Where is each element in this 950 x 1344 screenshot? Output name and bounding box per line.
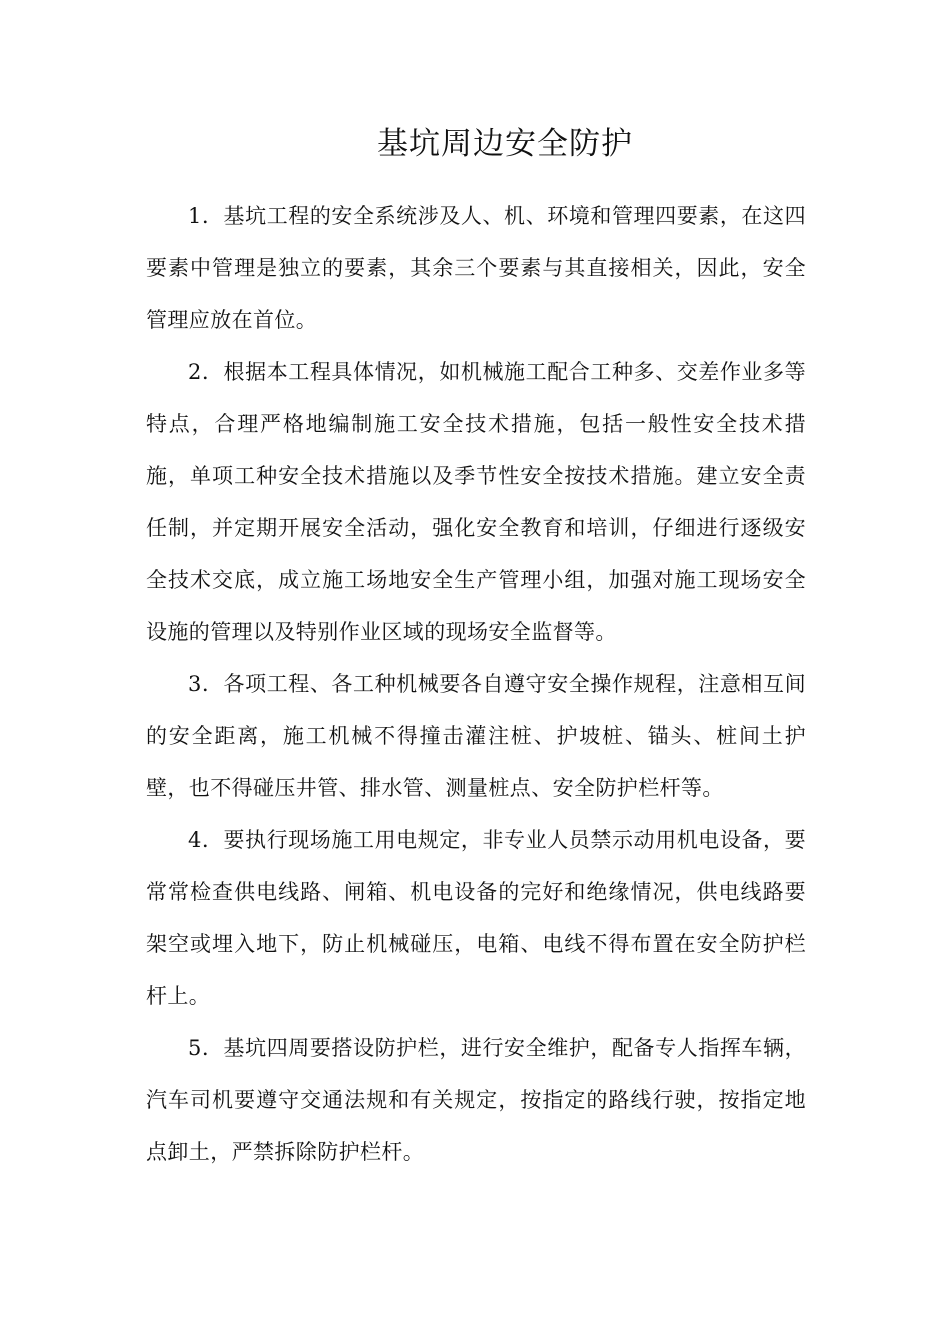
paragraph-2 (146, 346, 806, 658)
paragraph-3 (146, 658, 806, 814)
paragraph-number: 4． (188, 828, 224, 852)
paragraph-number: 2． (188, 360, 224, 384)
document-body (146, 190, 806, 1178)
paragraph-number: 3． (188, 672, 224, 696)
paragraph-number: 1． (188, 204, 224, 228)
document-title: 基坑周边安全防护 (377, 126, 633, 162)
paragraph-text: 根据本工程具体情况，如机械施工配合工种多、交差作业多等特点，合理严格地编制施工安全技术措施，包括一般性安全技术措施，单项工种安全技术措施以及季节性安全按技术措施。建立安全责任制，并定期开展安全活动，强化安全教育和培训，仔细进行逐级安全技术交底，成立施工场地安全生产管理小组，加强对施工现场安全设施的管理以及特别作业区域的现场安全监督等。 (146, 360, 806, 644)
paragraph-text: 各项工程、各工种机械要各自遵守安全操作规程，注意相互间的安全距离，施工机械不得撞击灌注桩、护坡桩、锚头、桩间土护壁，也不得碰压井管、排水管、测量桩点、安全防护栏杆等。 (146, 672, 806, 800)
paragraph-5 (146, 1022, 806, 1178)
paragraph-text: 要执行现场施工用电规定，非专业人员禁示动用机电设备，要常常检查供电线路、闸箱、机电设备的完好和绝缘情况，供电线路要架空或埋入地下，防止机械碰压，电箱、电线不得布置在安全防护栏杆上。 (146, 828, 806, 1008)
paragraph-text: 基坑工程的安全系统涉及人、机、环境和管理四要素，在这四要素中管理是独立的要素，其余三个要素与其直接相关，因此，安全管理应放在首位。 (146, 204, 806, 332)
paragraph-text: 基坑四周要搭设防护栏，进行安全维护，配备专人指挥车辆，汽车司机要遵守交通法规和有关规定，按指定的路线行驶，按指定地点卸土，严禁拆除防护栏杆。 (146, 1036, 806, 1164)
paragraph-number: 5． (188, 1036, 224, 1060)
paragraph-1 (146, 190, 806, 346)
paragraph-4 (146, 814, 806, 1022)
